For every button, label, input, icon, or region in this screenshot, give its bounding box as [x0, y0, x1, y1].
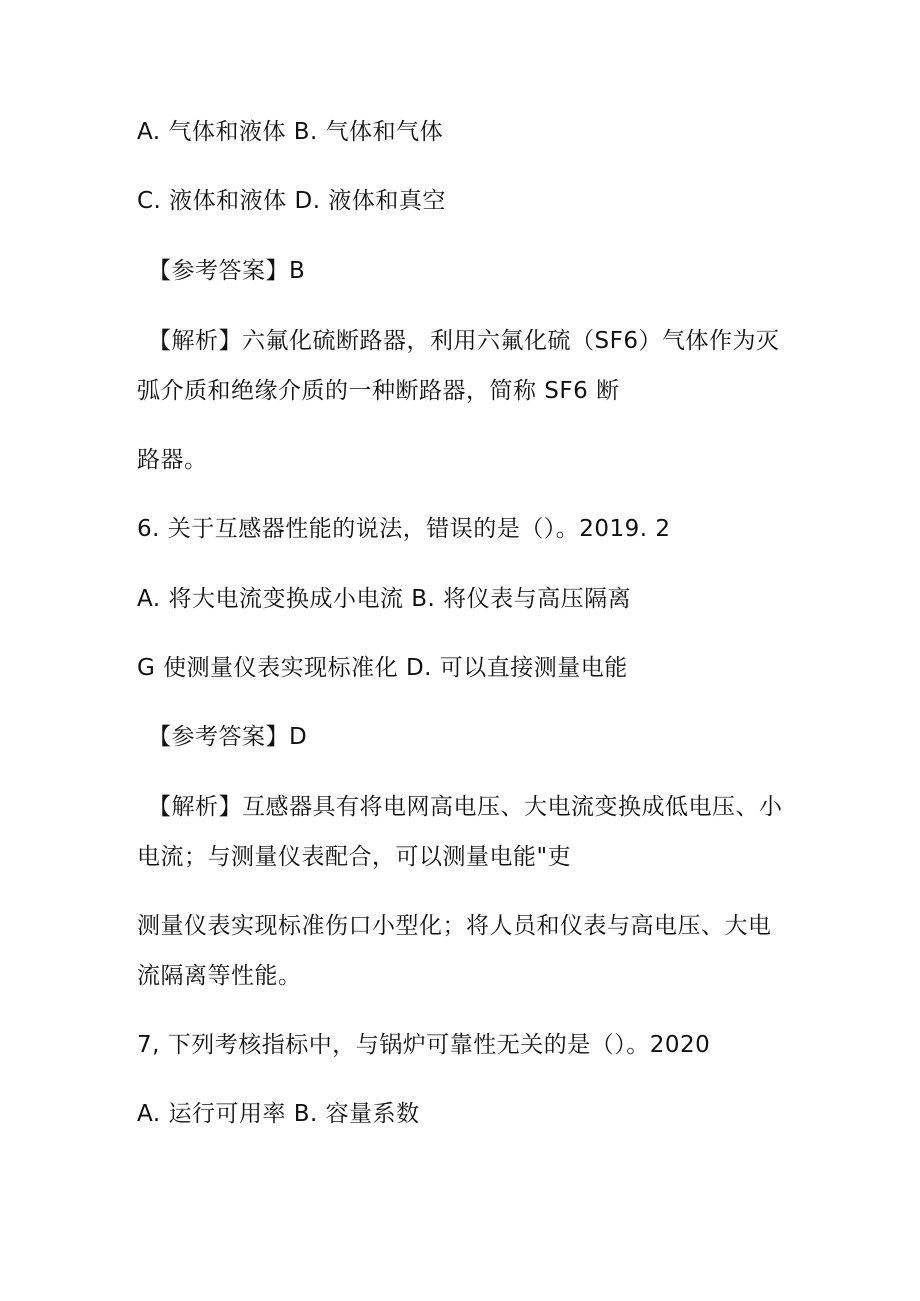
- question-5-options-c-d: C. 液体和液体 D. 液体和真空: [137, 188, 446, 214]
- question-6-options-c-d: G 使测量仪表实现标准化 D. 可以直接测量电能: [137, 655, 628, 681]
- question-6-options-a-b: A. 将大电流变换成小电流 B. 将仪表与高压隔离: [137, 586, 632, 612]
- question-5-options-a-b: A. 气体和液体 B. 气体和气体: [137, 119, 444, 145]
- question-6-explanation-line-3: 测量仪表实现标准伤口小型化；将人员和仪表与高电压、大电: [137, 913, 772, 939]
- question-5-explanation-line-1: 【解析】六氟化硫断路器，利用六氟化硫（SF6）气体作为灭: [148, 328, 780, 354]
- question-6-stem: 6. 关于互感器性能的说法，错误的是（）。2019. 2: [137, 516, 671, 542]
- question-7-options-a-b: A. 运行可用率 B. 容量系数: [137, 1101, 420, 1127]
- question-6-answer: 【参考答案】D: [148, 724, 308, 750]
- question-6-explanation-line-2: 电流；与测量仪表配合，可以测量电能"吏: [137, 844, 572, 870]
- question-7-stem: 7, 下列考核指标中，与锅炉可靠性无关的是（）。2020: [137, 1032, 711, 1058]
- question-5-answer: 【参考答案】B: [148, 258, 306, 284]
- question-6-explanation-line-1: 【解析】互感器具有将电网高电压、大电流变换成低电压、小: [148, 794, 783, 820]
- question-6-explanation-line-4: 流隔离等性能。: [137, 963, 302, 989]
- question-5-explanation-line-2: 弧介质和绝缘介质的一种断路器，简称 SF6 断: [137, 378, 620, 404]
- question-5-explanation-line-3: 路器。: [137, 447, 208, 473]
